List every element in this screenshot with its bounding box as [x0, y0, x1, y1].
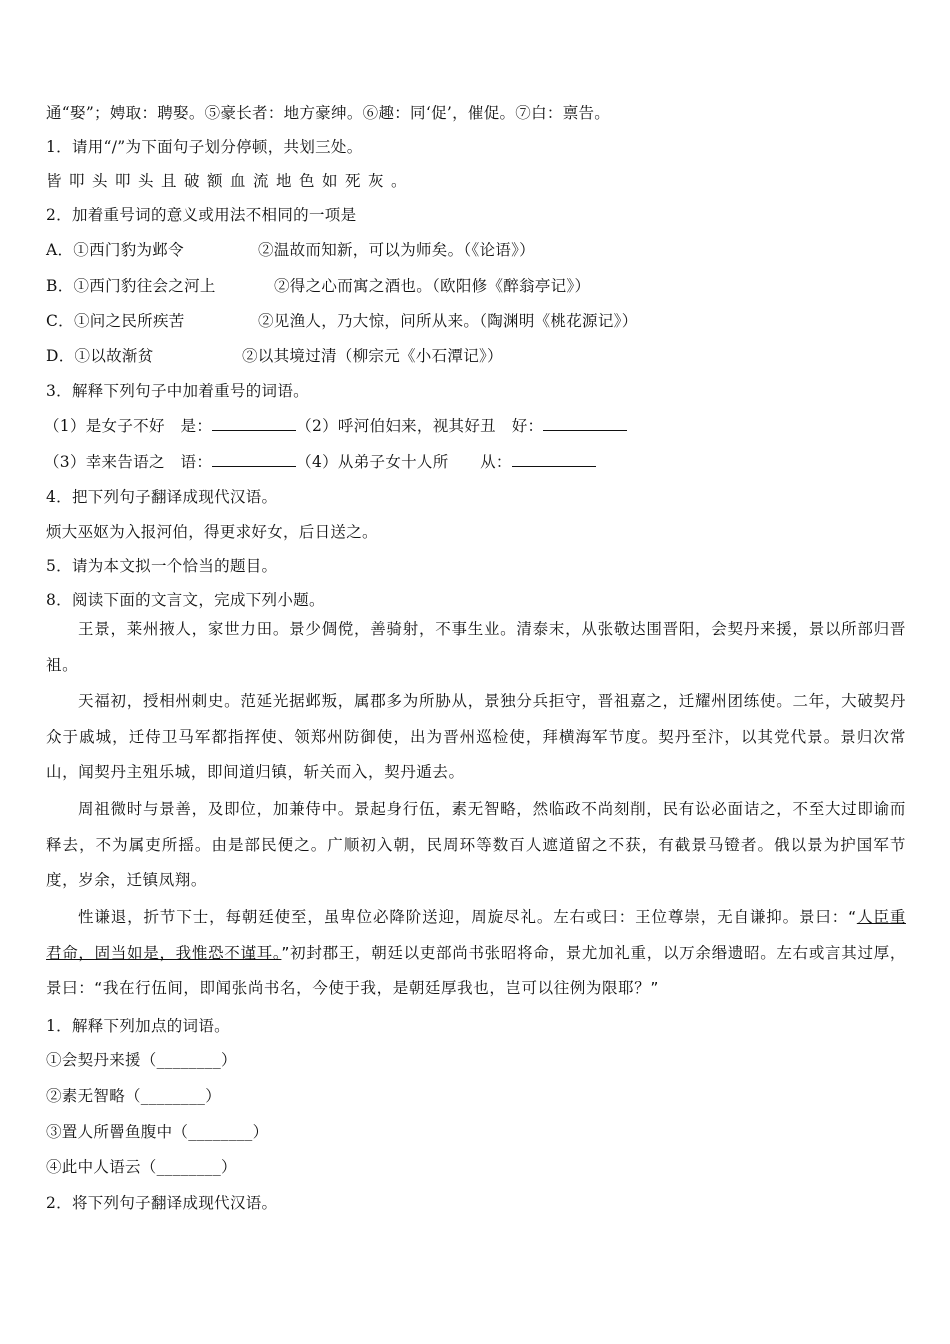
q2-option-d-first: D．①以故渐贫 — [46, 347, 154, 365]
q3-item4: （4）从弟子女十人所 从： — [296, 453, 512, 471]
passage-paragraph-2: 天福初，授相州刺史。范延光据邺叛，属郡多为所胁从，景独分兵拒守，晋祖嘉之，迁耀州团练使。二年，大破契丹众于戚城，迁侍卫马军都指挥使、领郑州防御使，出为晋州巡检使，拜横海军节度。契丹至汴，以其党代景。景归次常山，闻契丹主殂乐城，即间道归镇，斩关而入，契丹遁去。 — [46, 692, 906, 781]
sub1-item-1: ①会契丹来援（________） — [46, 1051, 237, 1069]
q2-option-d — [46, 346, 503, 366]
q2-option-c-first: C．①问之民所疾苦 — [46, 312, 185, 330]
q1-prompt: 1．请用“/”为下面句子划分停顿，共划三处。 — [46, 138, 363, 156]
q2-option-b-first: B．①西门豹往会之河上 — [46, 277, 216, 295]
q3-row1 — [44, 416, 627, 436]
q2-option-b — [46, 276, 591, 296]
q3-row2 — [44, 452, 596, 472]
q3-blank3[interactable] — [212, 452, 296, 467]
sub1-item-4: ④此中人语云（________） — [46, 1158, 237, 1176]
q3-blank2[interactable] — [543, 416, 627, 431]
sub1-item-3: ③置人所罾鱼腹中（________） — [46, 1123, 269, 1141]
sub2-prompt: 2．将下列句子翻译成现代汉语。 — [46, 1194, 278, 1212]
q3-item3: （3）幸来告语之 语： — [44, 453, 213, 471]
paragraph-4-intro: 性谦退，折节下士，每朝廷使至，虽卑位必降阶送迎，周旋尽礼。左右或曰：王位尊崇，无自谦抑。景曰：“ — [78, 908, 857, 926]
q2-option-a-first: A．①西门豹为邺令 — [46, 241, 184, 259]
underlined-quote: 人臣重君命，固当如是，我惟恐不谨耳。 — [46, 908, 906, 962]
paragraph-4-rest: ”初封郡王，朝廷以吏部尚书张昭将命，景尤加礼重，以万余缗遗昭。左右或言其过厚，景曰：“我在行伍间，即闻张尚书名，今使于我，是朝廷厚我也，岂可以往例为限耶？” — [46, 943, 906, 997]
q3-blank1[interactable] — [212, 416, 296, 431]
q2-option-a — [46, 240, 535, 260]
passage-paragraph-3: 周祖微时与景善，及即位，加兼侍中。景起身行伍，素无智略，然临政不尚刻削，民有讼必面诘之，不至大过即谕而释去，不为属吏所摇。由是部民便之。广顺初入朝，民周环等数百人遮道留之不获，有截景马镫者。俄以景为护国军节度，岁余，迁镇凤翔。 — [46, 800, 906, 889]
q5-prompt: 5．请为本文拟一个恰当的题目。 — [46, 557, 278, 575]
q1-sentence: 皆叩头叩头且破额血流地色如死灰。 — [46, 172, 415, 190]
q2-option-d-second: ②以其境过清（柳宗元《小石潭记》） — [242, 347, 503, 365]
q2-option-b-second: ②得之心而寓之酒也。（欧阳修《醉翁亭记》） — [274, 277, 591, 295]
q3-blank4[interactable] — [512, 452, 596, 467]
q3-item1: （1）是女子不好 是： — [44, 417, 213, 435]
q4-prompt: 4．把下列句子翻译成现代汉语。 — [46, 488, 278, 506]
sub1-item-2: ②素无智略（________） — [46, 1087, 222, 1105]
section8-prompt: 8．阅读下面的文言文，完成下列小题。 — [46, 591, 325, 609]
passage-paragraph-4 — [46, 900, 906, 1007]
sub1-prompt: 1．解释下列加点的词语。 — [46, 1017, 230, 1035]
q2-option-c — [46, 311, 638, 331]
footnote-line: 通“娶”；娉取：聘娶。⑤豪长者：地方豪绅。⑥趣：同‘促’，催促。⑦白：禀告。 — [46, 104, 611, 122]
passage-paragraph-1: 王景，莱州掖人，家世力田。景少倜傥，善骑射，不事生业。清泰末，从张敬达围晋阳，会契丹来援，景以所部归晋祖。 — [46, 620, 906, 674]
q2-option-a-second: ②温故而知新，可以为师矣。（《论语》） — [258, 241, 535, 259]
q2-prompt: 2．加着重号词的意义或用法不相同的一项是 — [46, 206, 357, 224]
q2-option-c-second: ②见渔人，乃大惊，问所从来。（陶渊明《桃花源记》） — [258, 312, 638, 330]
q3-item2: （2）呼河伯妇来，视其好丑 好： — [296, 417, 544, 435]
q3-prompt: 3．解释下列句子中加着重号的词语。 — [46, 382, 309, 400]
q4-sentence: 烦大巫妪为入报河伯，得更求好女，后日送之。 — [46, 523, 378, 541]
